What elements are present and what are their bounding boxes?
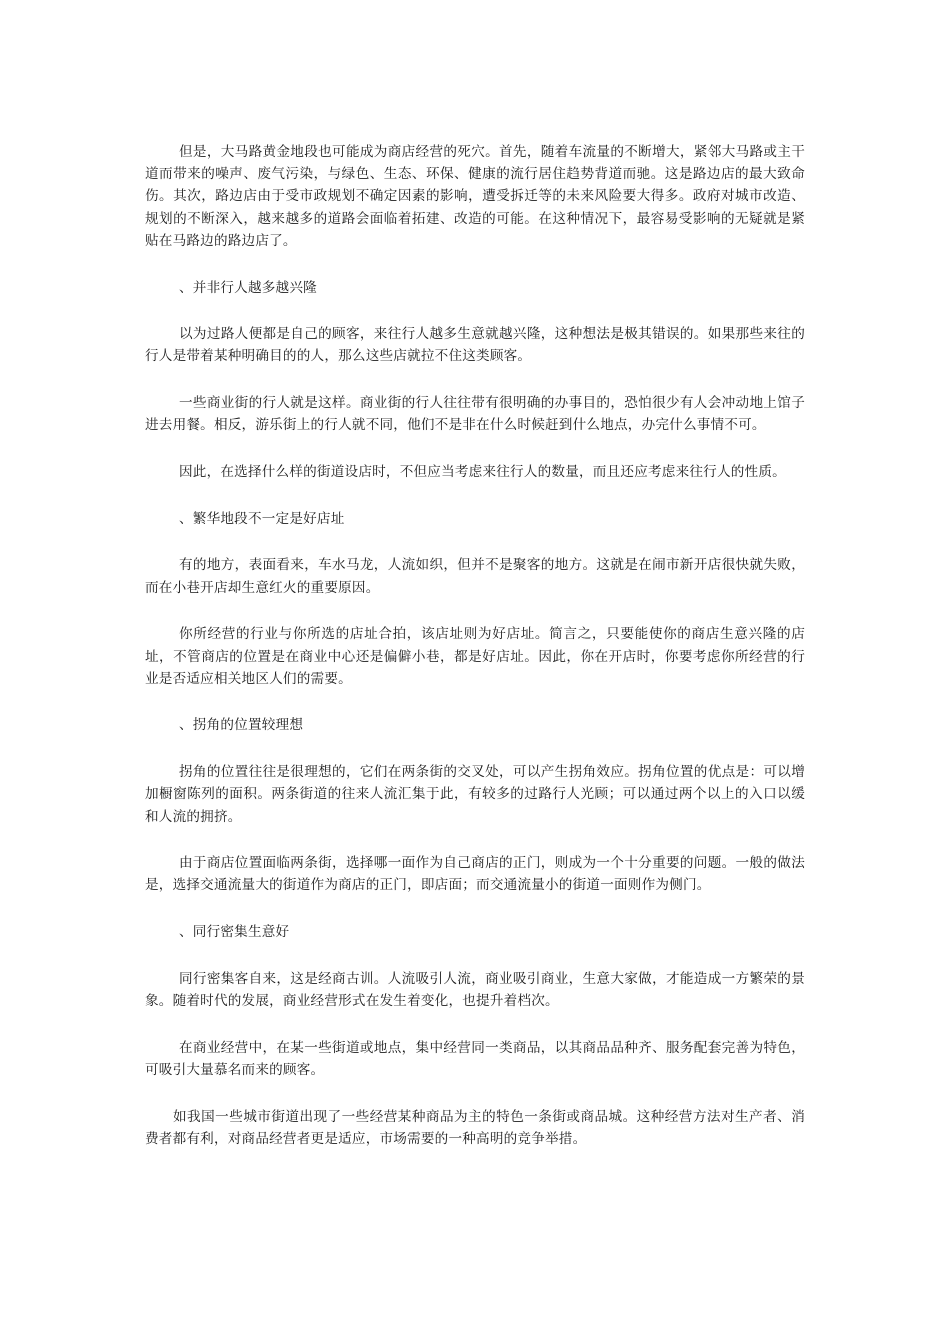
paragraph-same-goods: 在商业经营中，在某一些街道或地点，集中经营同一类商品，以其商品品种齐、服务配套完善为特色，可吸引大量慕名而来的顾客。 <box>145 1039 805 1078</box>
paragraph-clustering: 同行密集客自来，这是经商古训。人流吸引人流，商业吸引商业，生意大家做，才能造成一方繁荣的景象。随着时代的发展，商业经营形式在发生着变化，也提升着档次。 <box>145 970 805 1010</box>
paragraph-busy-not-gathering: 有的地方，表面看来，车水马龙，人流如织，但并不是聚客的地方。这就是在闹市新开店很快就失败，而在小巷开店却生意红火的重要原因。 <box>145 557 805 596</box>
paragraph-corner-effect: 拐角的位置往往是很理想的，它们在两条街的交叉处，可以产生拐角效应。拐角位置的优点是：可以增加橱窗陈列的面积。两条街道的往来人流汇集于此，有较多的过路行人光顾；可以通过两个以上的入口以缓和人流的拥挤。 <box>145 764 805 825</box>
paragraph-good-site: 你所经营的行业与你所选的店址合拍，该店址则为好店址。简言之，只要能使你的商店生意兴隆的店址，不管商店的位置是在商业中心还是偏僻小巷，都是好店址。因此，你在开店时，你要考虑你所经营的行业是否适应相关地区人们的需要。 <box>145 626 805 687</box>
paragraph-roadside-risk: 但是，大马路黄金地段也可能成为商店经营的死穴。首先，随着车流量的不断增大，紧邻大马路或主干道而带来的噪声、废气污染，与绿色、生态、环保、健康的流行居住趋势背道而驰。这是路边店的最大致命伤。其次，路边店由于受市政规划不确定因素的影响，遭受拆迁等的未来风险要大得多。政府对城市改造、规划的不断深入，越来越多的道路会面临着拓建、改造的可能。在这种情况下，最容易受影响的无疑就是紧贴在马路边的路边店了。 <box>145 144 805 249</box>
section-heading-clustering: 、同行密集生意好 <box>179 924 290 941</box>
paragraph-main-door: 由于商店位置面临两条街，选择哪一面作为自己商店的正门，则成为一个十分重要的问题。一般的做法是，选择交通流量大的街道作为商店的正门，即店面；而交通流量小的街道一面则作为侧门。 <box>145 855 805 894</box>
section-heading-busy-area: 、繁华地段不一定是好店址 <box>179 510 345 527</box>
section-heading-pedestrians: 、并非行人越多越兴隆 <box>179 279 317 296</box>
paragraph-commercial-street: 一些商业街的行人就是这样。商业街的行人往往带有很明确的办事目的，恐怕很少有人会冲动地上馆子进去用餐。相反，游乐街上的行人就不同，他们不是非在什么时候赶到什么地点，办完什么事情不可。 <box>145 395 805 434</box>
document-body <box>145 141 805 1175</box>
paragraph-specialty-street: 如我国一些城市街道出现了一些经营某种商品为主的特色一条街或商品城。这种经营方法对生产者、消费者都有利，对商品经营者更是适应，市场需要的一种高明的竞争举措。 <box>145 1108 805 1147</box>
paragraph-passersby: 以为过路人便都是自己的顾客，来往行人越多生意就越兴隆，这种想法是极其错误的。如果那些来往的行人是带着某种明确目的的人，那么这些店就拉不住这类顾客。 <box>145 326 805 365</box>
section-heading-corner: 、拐角的位置较理想 <box>179 717 304 734</box>
paragraph-pedestrian-nature: 因此，在选择什么样的街道设店时，不但应当考虑来往行人的数量，而且还应考虑来往行人的性质。 <box>179 464 786 481</box>
